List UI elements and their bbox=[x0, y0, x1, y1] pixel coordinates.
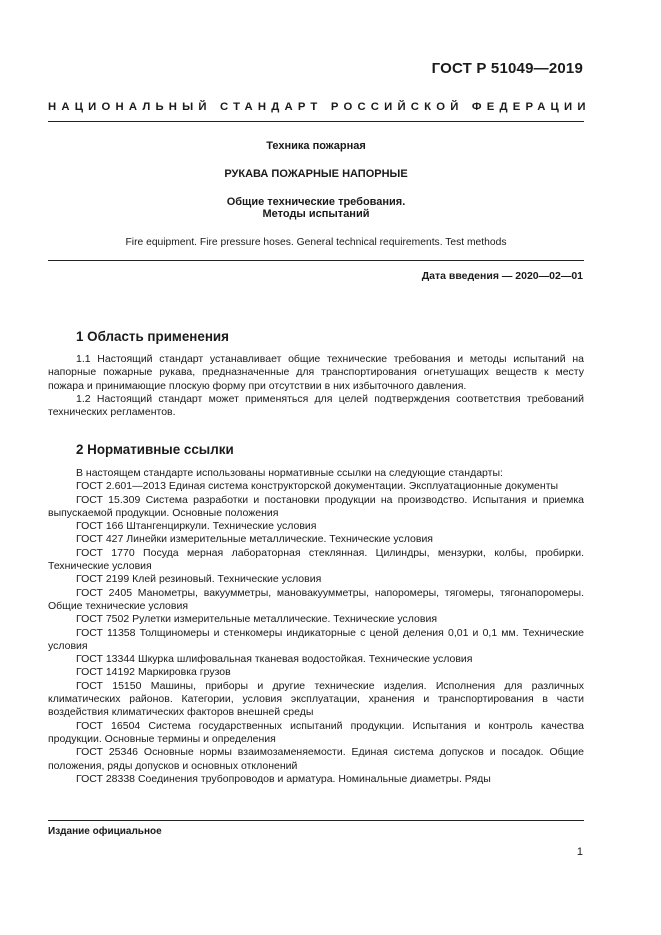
gost-code: ГОСТ Р 51049—2019 bbox=[431, 60, 583, 77]
page-number: 1 bbox=[576, 846, 583, 858]
section-1-heading: 1 Область применения bbox=[76, 329, 229, 344]
introduction-date: Дата введения — 2020—02—01 bbox=[421, 270, 583, 282]
reference-item: ГОСТ 15.309 Система разработки и постановки продукции на производство. Испытания и приемка выпускаемой продукции. Основные положения bbox=[48, 493, 584, 519]
section-2-body bbox=[48, 467, 584, 786]
reference-item: ГОСТ 7502 Рулетки измерительные металлические. Технические условия bbox=[76, 613, 438, 626]
reference-item: ГОСТ 427 Линейки измерительные металлические. Технические условия bbox=[76, 533, 433, 546]
reference-item: ГОСТ 2199 Клей резиновый. Технические условия bbox=[76, 573, 322, 586]
reference-item: ГОСТ 14192 Маркировка грузов bbox=[76, 666, 231, 679]
middle-divider bbox=[48, 260, 584, 261]
top-divider bbox=[48, 121, 584, 122]
paragraph-1-1: 1.1 Настоящий стандарт устанавливает общие технические требования и методы испытаний на напорные пожарные рукава, предназначенные для транспортирования огнетушащих веществ к месту пожара и принимающие плоскую форму при отсутствии в них избыточного давления. bbox=[48, 353, 584, 392]
reference-item: ГОСТ 2.601—2013 Единая система конструкторской документации. Эксплуатационные документы bbox=[76, 480, 559, 493]
title-main: РУКАВА ПОЖАРНЫЕ НАПОРНЫЕ bbox=[224, 168, 408, 180]
section-2-heading: 2 Нормативные ссылки bbox=[76, 442, 234, 457]
reference-item: ГОСТ 25346 Основные нормы взаимозаменяемости. Единая система допусков и посадок. Общие положения, ряды допусков и основных отклонений bbox=[48, 746, 584, 772]
english-title: Fire equipment. Fire pressure hoses. General technical requirements. Test methods bbox=[125, 237, 507, 248]
reference-item: ГОСТ 13344 Шкурка шлифовальная тканевая водостойкая. Технические условия bbox=[76, 653, 473, 666]
section-1-body bbox=[48, 353, 584, 419]
title-category: Техника пожарная bbox=[266, 140, 366, 152]
reference-item: ГОСТ 15150 Машины, приборы и другие технические изделия. Исполнения для различных климатических районов. Категории, условия эксплуатации, хранения и транспортирования в части воздействия климатических факторов внешней среды bbox=[48, 679, 584, 719]
section-2-intro: В настоящем стандарте использованы нормативные ссылки на следующие стандарты: bbox=[76, 467, 503, 479]
title-subtitle-1: Общие технические требования. bbox=[226, 196, 406, 208]
title-subtitle-2: Методы испытаний bbox=[262, 208, 370, 220]
reference-item: ГОСТ 1770 Посуда мерная лабораторная стеклянная. Цилиндры, мензурки, колбы, пробирки. Технические условия bbox=[48, 546, 584, 573]
reference-item: ГОСТ 16504 Система государственных испытаний продукции. Испытания и контроль качества продукции. Основные термины и определения bbox=[48, 719, 584, 745]
reference-item: ГОСТ 166 Штангенциркули. Технические условия bbox=[76, 520, 317, 533]
reference-item: ГОСТ 28338 Соединения трубопроводов и арматура. Номинальные диаметры. Ряды bbox=[76, 772, 491, 785]
footer-divider bbox=[48, 820, 584, 821]
reference-item: ГОСТ 11358 Толщиномеры и стенкомеры индикаторные с ценой деления 0,01 и 0,1 мм. Технические условия bbox=[48, 626, 584, 652]
national-standard-banner: НАЦИОНАЛЬНЫЙ СТАНДАРТ РОССИЙСКОЙ ФЕДЕРАЦИИ bbox=[48, 101, 591, 113]
official-edition-note: Издание официальное bbox=[48, 826, 162, 837]
paragraph-1-2: 1.2 Настоящий стандарт может применяться для целей подтверждения соответствия требований технических регламентов. bbox=[48, 392, 584, 419]
reference-item: ГОСТ 2405 Манометры, вакуумметры, мановакуумметры, напоромеры, тягомеры, тягонапоромеры. Общие технические условия bbox=[48, 586, 584, 612]
